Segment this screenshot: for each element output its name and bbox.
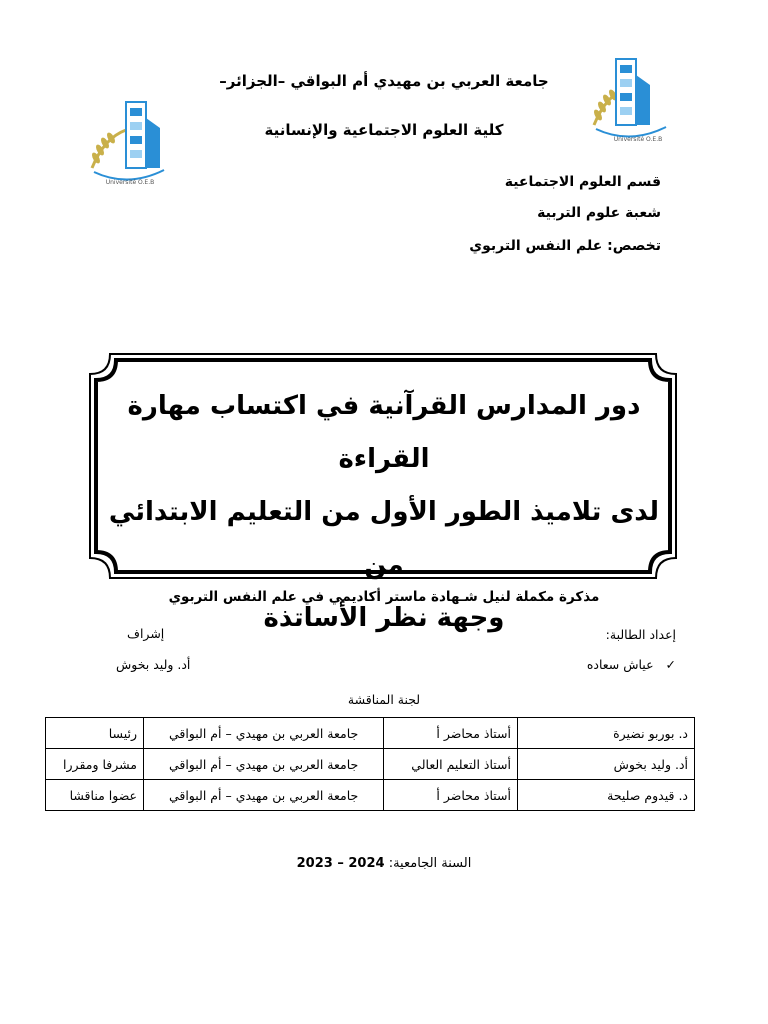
member-role: مشرفا ومقررا [46, 749, 144, 780]
supervision-label: إشراف [127, 626, 165, 641]
memo-description: مذكرة مكملة لنيل شـهادة ماستر أكاديمي في علم النفس التربوي [168, 589, 600, 605]
table-row [46, 718, 695, 749]
committee-title: لجنة المناقشة [347, 692, 421, 707]
student-name: عياش سعاده [586, 657, 654, 672]
member-rank: أستاذ محاضر أ [384, 780, 518, 811]
table-row [46, 780, 695, 811]
member-role: رئيسا [46, 718, 144, 749]
committee-table [45, 717, 695, 811]
member-rank: أستاذ محاضر أ [384, 718, 518, 749]
logo-caption: Université O.E.B [105, 179, 155, 186]
member-name: د. بوربو نضيرة [518, 718, 695, 749]
member-university: جامعة العربي بن مهيدي – أم البواقي [144, 780, 384, 811]
academic-year [0, 856, 768, 871]
specialization: تخصص: علم النفس التربوي [469, 238, 661, 254]
thesis-title-line-2: لدى تلاميذ الطور الأول من التعليم الابتدائي من [108, 497, 660, 580]
check-icon: ✓ [665, 657, 676, 672]
faculty-name: كلية العلوم الاجتماعية والإنسانية [264, 121, 504, 139]
department-name: قسم العلوم الاجتماعية [504, 174, 661, 190]
student-label: إعداد الطالبة: [605, 627, 676, 642]
member-university: جامعة العربي بن مهيدي – أم البواقي [144, 749, 384, 780]
branch-name: شعبة علوم التربية [537, 205, 661, 221]
member-university: جامعة العربي بن مهيدي – أم البواقي [144, 718, 384, 749]
supervisor-name: أد. وليد بخوش [116, 657, 191, 672]
table-row [46, 749, 695, 780]
member-role: عضوا مناقشا [46, 780, 144, 811]
academic-year-value: 2023 – 2024 [296, 856, 385, 871]
academic-year-label: السنة الجامعية: [388, 856, 472, 871]
thesis-title-line-3: وجهة نظر الأساتذة [263, 603, 505, 633]
logo-caption: Université O.E.B [613, 136, 663, 143]
thesis-title-line-1: دور المدارس القرآنية في اكتساب مهارة القراءة [127, 391, 641, 474]
university-logo-left [86, 98, 170, 188]
student-name-row [587, 657, 676, 672]
member-rank: أستاذ التعليم العالي [384, 749, 518, 780]
member-name: د. قيدوم صليحة [518, 780, 695, 811]
university-name: جامعة العربي بن مهيدي أم البواقي –الجزائر– [219, 72, 549, 90]
thesis-title [98, 380, 670, 645]
member-name: أد. وليد بخوش [518, 749, 695, 780]
